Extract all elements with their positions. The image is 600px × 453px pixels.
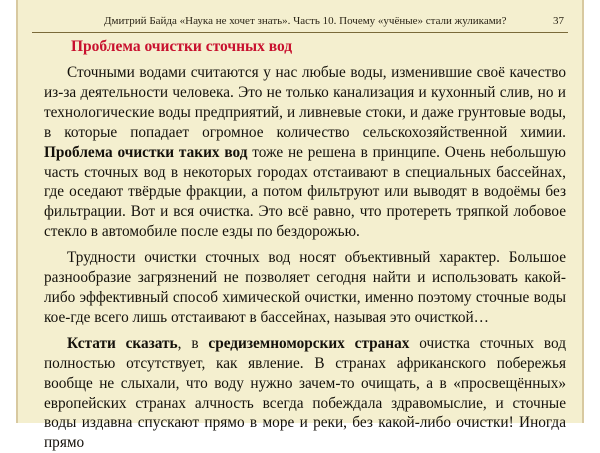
p1-rest-3: где оседают твёрдые фракции, а потом фильтруют или выводят в водоёмы без — [44, 183, 566, 201]
p1-line-3: технологические воды предприятий, и ливневые стоки, и даже грунтовые воды, — [44, 103, 566, 121]
p3-bold-mid: средиземноморских странах — [208, 334, 410, 352]
p3-bold-start: Кстати сказать — [67, 334, 178, 352]
p1-rest-4: фильтрации. Вот и вся очистка. Это всё равно, что протереть тряпкой лобовое — [44, 203, 566, 221]
p2-line-3: либо эффективный способ химической очистки, именно поэтому сточные воды — [44, 288, 566, 306]
p1-bold-phrase: Проблема очистки таких вод — [44, 143, 248, 161]
p3-first-line-rest: очистка сточных вод — [409, 334, 566, 352]
paragraph-2 — [44, 248, 566, 328]
p1-rest-5: стекло в автомобиле после езды по бездорожью. — [44, 223, 360, 241]
document-body — [44, 37, 566, 453]
p1-rest-1: тоже не решена в принципе. Очень небольшую — [247, 143, 566, 161]
p2-line-1: Трудности очистки сточных вод носят объективный характер. Большое — [67, 249, 566, 267]
p2-line-4: кое-где всего лишь отстаивают в бассейнах, называя это очисткой… — [44, 308, 489, 326]
p3-line-4: европейских странах алчность всегда побеждала здравомыслие, и сточные воды — [44, 394, 566, 432]
p3-line-5: издавна спускают прямо в море и реки, без какой-либо очистки! Иногда прямо — [44, 414, 566, 452]
p1-line-4: в которые попадает огромное количество сельскохозяйственной химии. — [44, 123, 566, 141]
p3-line-2: полностью отсутствует, как явление. В странах африканского побережья — [44, 354, 566, 372]
paragraph-3 — [44, 334, 566, 453]
running-header — [32, 12, 568, 33]
page-number: 37 — [553, 15, 564, 27]
p1-line-2: из-за деятельности человека. Это не только канализация и кухонный слив, но и — [44, 83, 566, 101]
p3-comma: , в — [177, 334, 209, 352]
p1-rest-2: часть сточных вод в некоторых городах отстаивают в специальных бассейнах, — [44, 163, 566, 181]
paragraph-1 — [44, 63, 566, 242]
p1-line-1: Сточными водами считаются у нас любые воды, изменившие своё качество — [67, 64, 566, 81]
running-title: Дмитрий Байда «Наука не хочет знать». Часть 10. Почему «учёные» стали жуликами? — [104, 15, 507, 27]
p3-line-3: вообще не слыхали, что воду нужно зачем-то очищать, а в «просвещённых» — [44, 374, 566, 392]
section-title: Проблема очистки сточных вод — [71, 38, 293, 55]
p2-line-2: разнообразие загрязнений не позволяет сегодня найти и использовать какой- — [44, 269, 566, 287]
